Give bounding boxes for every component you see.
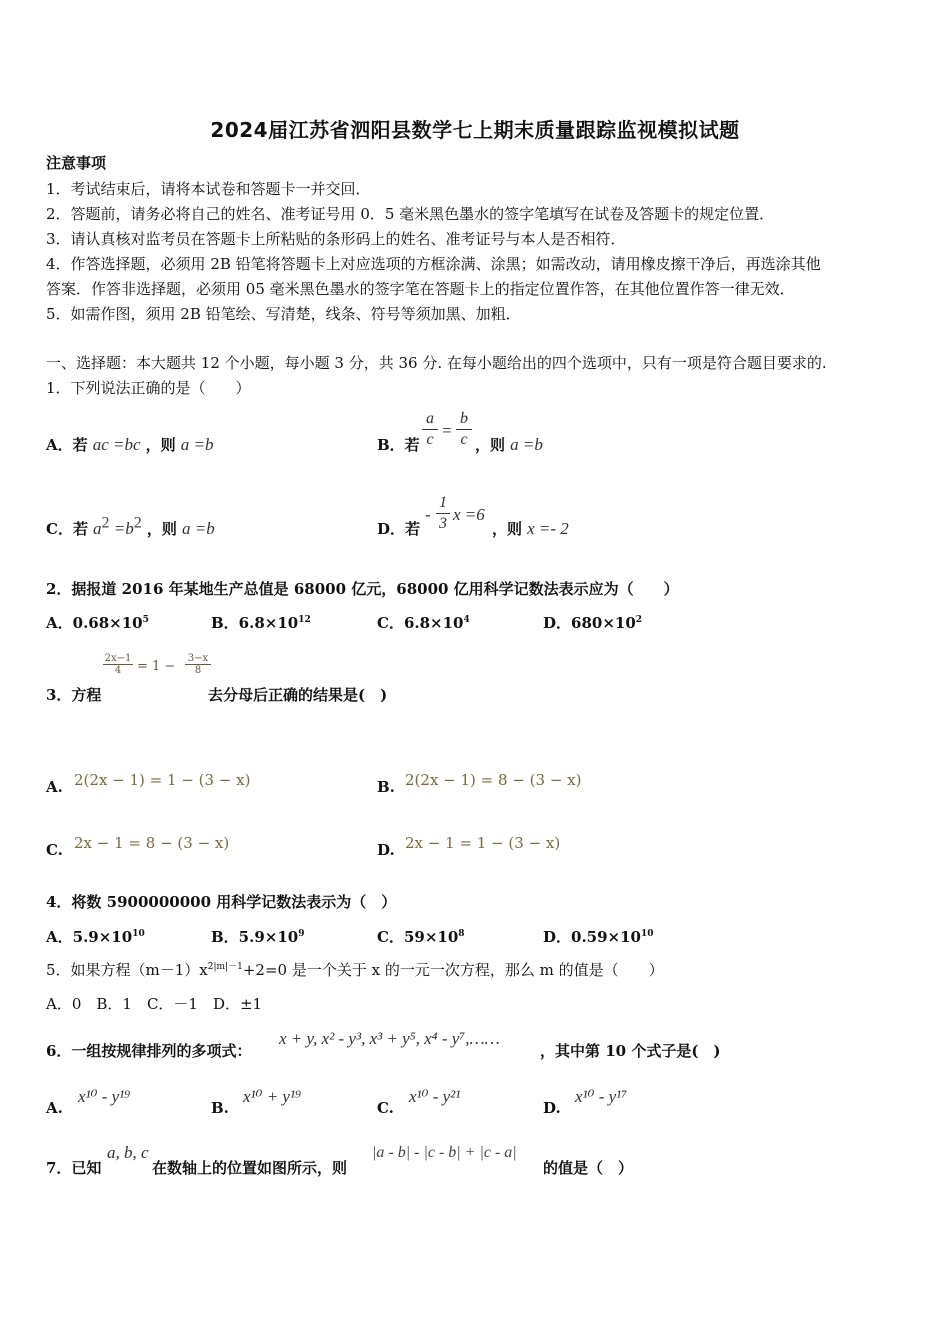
math-expression: a =b [180,435,214,454]
q3-option-a-math: 2(2x − 1) = 1 − (3 − x) [74,771,251,789]
q6-option-a-label: A. [46,1099,63,1117]
q6-sequence: x + y, x² - y³, x³ + y⁵, x⁴ - y⁷,…… [279,1029,500,1048]
fraction [185,653,211,676]
option-label: A．0.68×10 [46,614,143,632]
math-equals: = [441,421,453,440]
option-text: ，则 [146,520,177,538]
q1-option-d-label: D．若 [377,520,421,538]
denominator: 3 [439,515,447,532]
exponent: 10 [640,929,654,939]
fraction [456,410,472,449]
q4-option-c [377,926,465,947]
option-label: D．680×10 [543,614,636,632]
exponent: 12 [298,615,311,625]
q3-option-d-math: 2x − 1 = 1 − (3 − x) [405,834,561,852]
q6-option-d-label: D. [543,1099,561,1117]
option-label: A．5.9×10 [46,928,133,946]
denominator: 4 [114,665,122,676]
q7-expression: |a - b| - |c - b| + |c - a| [372,1144,517,1161]
notice-item: 1．考试结束后，请将本试卷和答题卡一并交回． [46,180,371,198]
question-7-stem-c: 的值是（ ） [543,1159,634,1177]
math-expression: = 1 − [137,659,176,674]
q6-option-d-math: x¹⁰ - y¹⁷ [575,1087,628,1106]
q3-option-a-label: A. [46,778,63,796]
exponent: 5 [142,615,149,625]
q3-option-d-label: D. [377,841,395,859]
q7-vars: a, b, c [107,1143,149,1162]
notice-item: 4．作答选择题，必须用 2B 铅笔将答题卡上对应选项的方框涂满、涂黑；如需改动，请用橡皮擦干净后，再选涂其他 [46,255,821,273]
q4-option-a [46,926,145,947]
option-label: A．若 [46,436,88,454]
fraction [422,410,438,449]
numerator: 3−x [187,653,209,664]
option-label: B．6.8×10 [211,614,299,632]
question-2-stem: 2．据报道 2016 年某地生产总值是 68000 亿元，68000 亿用科学记数法表示应为（ ） [46,580,679,598]
math-expression: ac =bc [92,435,141,454]
option-text: ，则 [145,436,176,454]
math-expression: =b [109,519,134,538]
math-expression: x =- 2 [527,519,569,538]
question-3-stem-right: 去分母后正确的结果是( ) [208,686,388,704]
exponent: 10 [132,929,145,939]
question-3-stem-left: 3．方程 [46,686,102,704]
q1-option-b-label: B．若 [377,436,420,454]
question-7-stem-a: 7．已知 [46,1159,102,1177]
q2-option-d [543,612,642,633]
q4-option-d [543,926,654,947]
question-6-stem-right: ，其中第 10 个式子是( ) [540,1042,721,1060]
section-heading: 一、选择题：本大题共 12 个小题，每小题 3 分，共 36 分. 在每小题给出的四个选项中，只有一项是符合题目要求的. [46,354,827,372]
exponent: 2 [133,514,142,532]
stem-text: +2=0 是一个关于 x 的一元一次方程，那么 m 的值是（ ） [242,961,664,979]
q1-option-c [46,514,215,539]
option-label: C．59×10 [377,928,459,946]
notice-item: 2．答题前，请务必将自己的姓名、准考证号用 0．5 毫米黑色墨水的签字笔填写在试卷及答题卡的规定位置． [46,205,775,223]
numerator: 1 [439,494,447,511]
math-expression: a [93,519,102,538]
question-4-stem: 4．将数 5900000000 用科学记数法表示为（ ） [46,893,397,911]
math-minus: - [425,505,431,524]
q3-option-c-label: C. [46,841,63,859]
math-expression: a =b [181,519,215,538]
numerator: b [460,410,468,427]
q2-option-b [211,612,311,633]
numerator: a [426,410,434,427]
question-7-stem-b: 在数轴上的位置如图所示，则 [152,1159,348,1177]
q3-option-c-math: 2x − 1 = 8 − (3 − x) [74,834,230,852]
q6-option-b-math: x¹⁰ + y¹⁹ [243,1087,301,1106]
option-label: C．6.8×10 [377,614,464,632]
denominator: 8 [194,665,202,676]
question-1-stem: 1．下列说法正确的是（ ） [46,379,251,397]
q6-option-a-math: x¹⁰ - y¹⁹ [78,1087,131,1106]
notice-item: 3．请认真核对监考员在答题卡上所粘贴的条形码上的姓名、准考证号与本人是否相符． [46,230,626,248]
q6-option-b-label: B. [211,1099,229,1117]
denominator: c [460,431,468,448]
option-text: ，则 [492,520,523,538]
notice-item: 答案．作答非选择题，必须用 05 毫米黑色墨水的签字笔在答题卡上的指定位置作答，在其他位置作答一律无效． [46,280,795,298]
q6-option-c-math: x¹⁰ - y²¹ [409,1087,461,1106]
exponent: 2|m|－1 [207,962,243,972]
q3-option-b-math: 2(2x − 1) = 8 − (3 − x) [405,771,582,789]
option-label: C．若 [46,520,88,538]
numerator: 2x−1 [104,653,132,664]
notice-heading: 注意事项 [46,154,107,172]
exponent: 2 [101,514,110,532]
option-label: B．5.9×10 [211,928,299,946]
page-title: 2024届江苏省泗阳县数学七上期末质量跟踪监视模拟试题 [210,118,740,142]
q4-option-b [211,926,304,947]
fraction [103,653,133,676]
option-label: D．0.59×10 [543,928,641,946]
q3-option-b-label: B. [377,778,395,796]
question-6-stem-left: 6．一组按规律排列的多项式： [46,1042,252,1060]
question-5-stem [46,959,664,980]
q2-option-a [46,612,149,633]
stem-text: 5．如果方程（m－1）x [46,961,208,979]
option-text: ，则 [475,436,506,454]
math-expression: x =6 [453,505,485,524]
q2-option-c [377,612,470,633]
exponent: 8 [458,929,465,939]
exponent: 4 [463,615,470,625]
exponent: 9 [298,929,305,939]
notice-item: 5．如需作图，须用 2B 铅笔绘、写清楚，线条、符号等须加黑、加粗． [46,305,521,323]
math-expression: a =b [510,435,543,454]
denominator: c [426,431,434,448]
fraction [436,494,450,533]
q5-options: A．0 B．1 C．－1 D．±1 [46,995,263,1013]
q6-option-c-label: C. [377,1099,394,1117]
exponent: 2 [635,615,643,625]
q1-option-a [46,434,213,455]
